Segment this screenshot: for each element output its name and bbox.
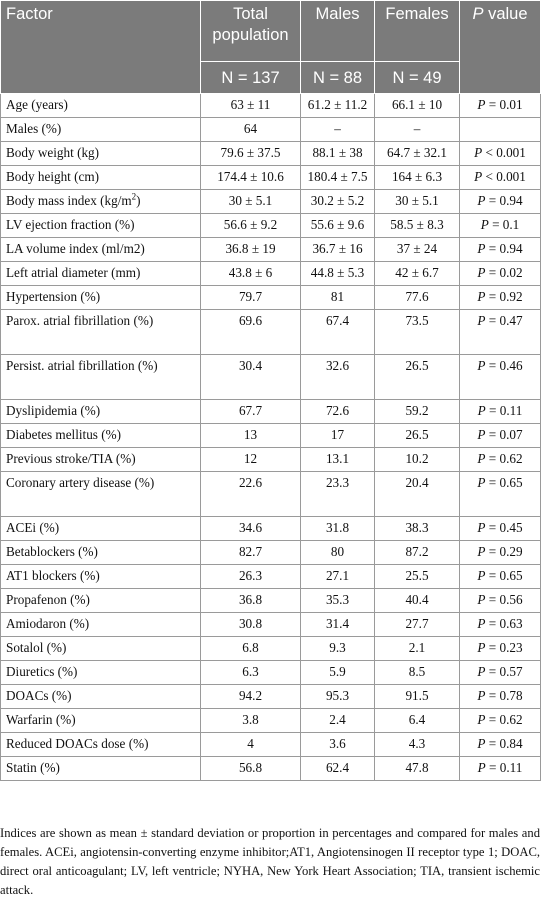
table-row [1, 94, 541, 118]
cell-pvalue: P = 0.07 [460, 424, 541, 448]
cell-factor [1, 310, 201, 355]
cell-males: 61.2 ± 11.2 [301, 94, 375, 118]
table-row [1, 565, 541, 589]
cell-females: 8.5 [375, 661, 460, 685]
cell-females: 164 ± 6.3 [375, 166, 460, 190]
table-row [1, 541, 541, 565]
cell-females: 64.7 ± 32.1 [375, 142, 460, 166]
cell-factor [1, 637, 201, 661]
cell-total: 6.3 [201, 661, 301, 685]
factor-label: Left atrial diameter (mm) [6, 265, 141, 280]
cell-males: 44.8 ± 5.3 [301, 262, 375, 286]
cell-factor [1, 685, 201, 709]
table-row [1, 262, 541, 286]
cell-pvalue: P = 0.62 [460, 448, 541, 472]
header-males: Males [301, 1, 375, 62]
header-row [1, 1, 541, 62]
cell-females: 27.7 [375, 613, 460, 637]
cell-total: 3.8 [201, 709, 301, 733]
cell-factor [1, 190, 201, 214]
cell-males: 9.3 [301, 637, 375, 661]
cell-pvalue: P = 0.1 [460, 214, 541, 238]
cell-pvalue [460, 118, 541, 142]
cell-females: 73.5 [375, 310, 460, 355]
cell-males: 32.6 [301, 355, 375, 400]
cell-pvalue: P = 0.65 [460, 472, 541, 517]
cell-males: 31.8 [301, 517, 375, 541]
table-row [1, 190, 541, 214]
table-row [1, 448, 541, 472]
cell-females: 6.4 [375, 709, 460, 733]
table-row [1, 355, 541, 400]
cell-pvalue: P = 0.84 [460, 733, 541, 757]
table-row [1, 424, 541, 448]
factor-label: Parox. atrial fibrillation (%) [6, 313, 154, 328]
table-row [1, 709, 541, 733]
header-pvalue-p: P [472, 5, 484, 23]
cell-pvalue: P = 0.94 [460, 190, 541, 214]
cell-factor [1, 448, 201, 472]
table-row [1, 166, 541, 190]
factor-label: Males (%) [6, 121, 62, 136]
cell-males: 81 [301, 286, 375, 310]
factor-label: Amiodaron (%) [6, 616, 90, 631]
cell-total: 64 [201, 118, 301, 142]
cell-females: 59.2 [375, 400, 460, 424]
cell-pvalue: P = 0.01 [460, 94, 541, 118]
cell-pvalue: P = 0.11 [460, 400, 541, 424]
cell-pvalue: P < 0.001 [460, 166, 541, 190]
cell-factor [1, 286, 201, 310]
header-factor: Factor [1, 1, 201, 94]
cell-pvalue: P = 0.94 [460, 238, 541, 262]
cell-factor [1, 355, 201, 400]
cell-pvalue: P = 0.45 [460, 517, 541, 541]
factor-label: LA volume index (ml/m2) [6, 241, 145, 256]
table-footnote: Indices are shown as mean ± standard deviation or proportion in percentages and compared for males and females. ACEi, angiotensin-converting enzyme inhibitor;AT1, Angiotensinogen II receptor type 1; DOAC, direct oral anticoagulant; LV, left ventricle; NYHA, New York Heart Association; TIA, transient ischemic attack. [0, 826, 540, 897]
cell-total: 43.8 ± 6 [201, 262, 301, 286]
cell-males: 95.3 [301, 685, 375, 709]
cell-females: 20.4 [375, 472, 460, 517]
factor-label: Statin (%) [6, 760, 60, 775]
cell-factor [1, 613, 201, 637]
cell-factor [1, 541, 201, 565]
cell-total: 79.6 ± 37.5 [201, 142, 301, 166]
cell-factor [1, 142, 201, 166]
cell-factor [1, 517, 201, 541]
cell-total: 79.7 [201, 286, 301, 310]
cell-total: 36.8 ± 19 [201, 238, 301, 262]
factor-label: ACEi (%) [6, 520, 60, 535]
cell-females: 42 ± 6.7 [375, 262, 460, 286]
cell-pvalue: P = 0.78 [460, 685, 541, 709]
cell-pvalue: P = 0.47 [460, 310, 541, 355]
cell-males: 30.2 ± 5.2 [301, 190, 375, 214]
factor-label: Dyslipidemia (%) [6, 403, 101, 418]
cell-males: 17 [301, 424, 375, 448]
factor-label: Diuretics (%) [6, 664, 78, 679]
cell-females: 38.3 [375, 517, 460, 541]
header-pvalue [460, 1, 541, 94]
cell-factor [1, 238, 201, 262]
cell-total: 30.4 [201, 355, 301, 400]
header-n-males: N = 88 [301, 62, 375, 94]
cell-total: 6.8 [201, 637, 301, 661]
factor-label: Body height (cm) [6, 169, 100, 184]
cell-males: 80 [301, 541, 375, 565]
table-row [1, 400, 541, 424]
factor-label: Previous stroke/TIA (%) [6, 451, 136, 466]
cell-females: 66.1 ± 10 [375, 94, 460, 118]
cell-total: 26.3 [201, 565, 301, 589]
cell-females: 77.6 [375, 286, 460, 310]
factor-label: Age (years) [6, 97, 68, 112]
cell-females: 25.5 [375, 565, 460, 589]
factor-label: Reduced DOACs dose (%) [6, 736, 149, 751]
cell-total: 30 ± 5.1 [201, 190, 301, 214]
factor-label: LV ejection fraction (%) [6, 217, 135, 232]
table-row [1, 757, 541, 781]
cell-pvalue: P = 0.23 [460, 637, 541, 661]
cell-females: 26.5 [375, 355, 460, 400]
cell-factor [1, 118, 201, 142]
cell-pvalue: P < 0.001 [460, 142, 541, 166]
cell-total: 63 ± 11 [201, 94, 301, 118]
cell-females: 37 ± 24 [375, 238, 460, 262]
cell-males: 13.1 [301, 448, 375, 472]
cell-males: 67.4 [301, 310, 375, 355]
factor-label: Body mass index (kg/m [6, 193, 132, 208]
cell-males: 3.6 [301, 733, 375, 757]
factor-label: Diabetes mellitus (%) [6, 427, 121, 442]
table-row [1, 472, 541, 517]
cell-males: 55.6 ± 9.6 [301, 214, 375, 238]
cell-females: 47.8 [375, 757, 460, 781]
cell-total: 56.8 [201, 757, 301, 781]
cell-pvalue: P = 0.92 [460, 286, 541, 310]
cell-total: 67.7 [201, 400, 301, 424]
cell-factor [1, 400, 201, 424]
cell-females: 58.5 ± 8.3 [375, 214, 460, 238]
cell-total: 22.6 [201, 472, 301, 517]
cell-total: 13 [201, 424, 301, 448]
table-row [1, 142, 541, 166]
cell-males: 36.7 ± 16 [301, 238, 375, 262]
cell-males: 180.4 ± 7.5 [301, 166, 375, 190]
cell-males: 27.1 [301, 565, 375, 589]
table-row [1, 238, 541, 262]
cell-females: 4.3 [375, 733, 460, 757]
cell-total: 94.2 [201, 685, 301, 709]
cell-males: 35.3 [301, 589, 375, 613]
factor-label: Warfarin (%) [6, 712, 76, 727]
factor-label: DOACs (%) [6, 688, 72, 703]
cell-females: 10.2 [375, 448, 460, 472]
cell-females: 40.4 [375, 589, 460, 613]
cell-factor [1, 262, 201, 286]
cell-females: 30 ± 5.1 [375, 190, 460, 214]
cell-females: 91.5 [375, 685, 460, 709]
table-row [1, 589, 541, 613]
cell-factor [1, 661, 201, 685]
cell-males: 31.4 [301, 613, 375, 637]
factor-label: Persist. atrial fibrillation (%) [6, 358, 158, 373]
cell-factor [1, 589, 201, 613]
header-n-females: N = 49 [375, 62, 460, 94]
cell-factor [1, 424, 201, 448]
cell-factor [1, 733, 201, 757]
table-row [1, 517, 541, 541]
factor-label: Betablockers (%) [6, 544, 98, 559]
table-row [1, 310, 541, 355]
cell-males: 5.9 [301, 661, 375, 685]
cell-pvalue: P = 0.29 [460, 541, 541, 565]
header-total: Total population [201, 1, 301, 62]
cell-pvalue: P = 0.46 [460, 355, 541, 400]
cell-males: – [301, 118, 375, 142]
table-row [1, 637, 541, 661]
table-row [1, 685, 541, 709]
table-row [1, 214, 541, 238]
table-row [1, 118, 541, 142]
cell-factor [1, 472, 201, 517]
factor-superscript: 2 [131, 191, 137, 202]
factor-label: Hypertension (%) [6, 289, 101, 304]
cell-females: 26.5 [375, 424, 460, 448]
table-row [1, 286, 541, 310]
cell-factor [1, 166, 201, 190]
cell-pvalue: P = 0.62 [460, 709, 541, 733]
cell-females: 2.1 [375, 637, 460, 661]
cell-pvalue: P = 0.56 [460, 589, 541, 613]
header-pvalue-rest: value [488, 5, 528, 23]
cell-pvalue: P = 0.11 [460, 757, 541, 781]
table-row [1, 733, 541, 757]
cell-factor [1, 94, 201, 118]
cell-males: 88.1 ± 38 [301, 142, 375, 166]
cell-total: 56.6 ± 9.2 [201, 214, 301, 238]
cell-total: 34.6 [201, 517, 301, 541]
header-n-total: N = 137 [201, 62, 301, 94]
cell-factor [1, 757, 201, 781]
cell-factor [1, 709, 201, 733]
cell-males: 23.3 [301, 472, 375, 517]
cell-total: 30.8 [201, 613, 301, 637]
cell-total: 69.6 [201, 310, 301, 355]
cell-pvalue: P = 0.65 [460, 565, 541, 589]
factor-label: Sotalol (%) [6, 640, 67, 655]
table-row [1, 613, 541, 637]
table-row [1, 661, 541, 685]
cell-factor [1, 565, 201, 589]
factor-label: Coronary artery disease (%) [6, 475, 155, 490]
factor-label: Body weight (kg) [6, 145, 100, 160]
factor-label: AT1 blockers (%) [6, 568, 100, 583]
cell-total: 174.4 ± 10.6 [201, 166, 301, 190]
factor-suffix: ) [136, 193, 141, 208]
factor-label: Propafenon (%) [6, 592, 90, 607]
cell-males: 2.4 [301, 709, 375, 733]
cell-females: – [375, 118, 460, 142]
cell-pvalue: P = 0.02 [460, 262, 541, 286]
cell-total: 36.8 [201, 589, 301, 613]
cell-males: 72.6 [301, 400, 375, 424]
cell-pvalue: P = 0.57 [460, 661, 541, 685]
cell-factor [1, 214, 201, 238]
cell-females: 87.2 [375, 541, 460, 565]
cell-total: 82.7 [201, 541, 301, 565]
cell-total: 4 [201, 733, 301, 757]
cell-males: 62.4 [301, 757, 375, 781]
table-body [1, 94, 541, 781]
table-header [1, 1, 541, 94]
cell-total: 12 [201, 448, 301, 472]
header-females: Females [375, 1, 460, 62]
cell-pvalue: P = 0.63 [460, 613, 541, 637]
